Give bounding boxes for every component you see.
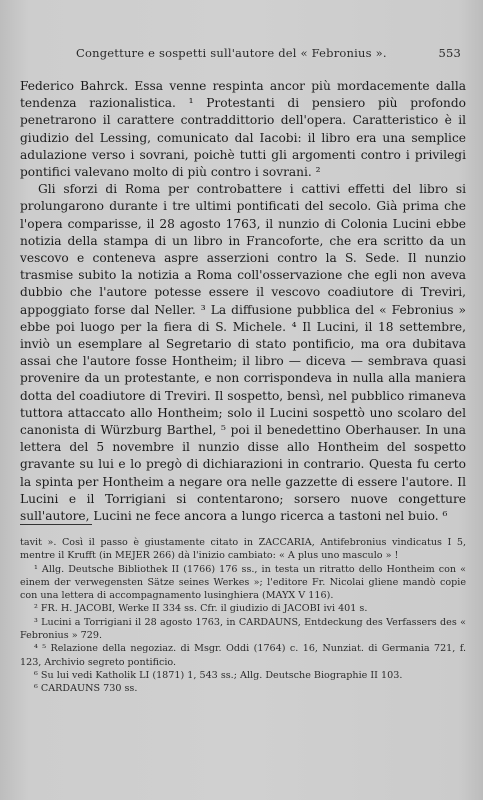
paragraph: Gli sforzi di Roma per controbattere i cattivi effetti del libro si prolungarono durante i tre ultimi pontificati del secolo. Già prima che l'opera comparisse, il 28 agosto 1763, il nunzio di Colonia Lucini ebbe notizia della stampa di un libro in Francoforte, che era scritto da un vescovo e conteneva aspre asserzioni contro la S. Sede. Il nunzio trasmise subito la notizia a Roma coll'osservazione che egli non aveva dubbio che l'autore potesse essere il vescovo coadiutore di Treviri, appoggiato forse dal Neller. ³ La diffusione pubblica del « Febronius » ebbe poi luogo per la fiera di S. Michele. ⁴ Il Lucini, il 18 settembre, inviò un esemplare al Segretario di stato pontificio, ma ora dubitava assai che l'autore fosse Hontheim; il libro — diceva — sembrava quasi provenire da un protestante, e non corrispondeva in nulla alla maniera dotta del coadiutore di Treviri. Il sospetto, bensì, nel pubblico rimaneva tuttora attaccato allo Hontheim; solo il Lucini sospettò uno scolaro del canonista di Würzburg Barthel, ⁵ poi il benedettino Oberhauser. In una lettera del 5 novembre il nunzio disse allo Hontheim del sospetto gravante su lui e lo pregò di dichiarazioni in contrario. Questa fu certo la spinta per Hontheim a negare ora nelle gazzette di essere l'autore. Il Lucini e il Torrigiani si contentarono; sorsero nuove congetture sull'autore, Lucini ne fece ancora a lungo ricerca a tastoni nel buio. ⁶	[20, 182, 466, 524]
footnote: ¹ Allg. Deutsche Bibliothek II (1766) 176 ss., in testa un ritratto dello Hontheim con « einem der verwegensten Sätze seines Werkes »; l'editore Fr. Nicolai gliene mandò copie con una lettera di accompagnamento lusinghiera (MAYX V 116).	[20, 563, 466, 602]
footnote: ⁴ ⁵ Relazione della negoziaz. di Msgr. Oddi (1764) c. 16, Nunziat. di Germania 721, f. 123, Archivio segreto pontificio.	[20, 643, 466, 668]
footnote-divider	[20, 524, 92, 525]
footnote: ⁶ Su lui vedi Katholik LI (1871) 1, 543 ss.; Allg. Deutsche Biographie II 103.	[34, 669, 403, 681]
page-number: 553	[438, 46, 461, 60]
footnote: ³ Lucini a Torrigiani il 28 agosto 1763, in CARDAUNS, Entdeckung des Verfassers des « Febronius » 729.	[20, 616, 466, 642]
footnotes	[20, 536, 466, 696]
paragraph: Federico Bahrck. Essa venne respinta ancor più mordacemente dalla tendenza razionalistica. ¹ Protestanti di pensiero più profondo penetrarono il carattere contraddittorio dell'opera. Caratteristico è il giudizio del Lessing, comunicato dal Iacobi: il libro era una semplice adulazione verso i sovrani, poichè tutti gli argomenti contro i privilegi pontifici valevano molto di più contro i sovrani. ²	[20, 79, 466, 180]
footnote: ² FR. H. JACOBI, Werke II 334 ss. Cfr. il giudizio di JACOBI ivi 401 s.	[34, 603, 368, 615]
footnote: tavit ». Così il passo è giustamente citato in ZACCARIA, Antifebronius vindicatus I 5, mentre il Krufft (in MEJER 266) dà l'inizio cambiato: « A plus uno masculo » !	[20, 537, 466, 562]
running-header	[56, 46, 461, 62]
main-text	[20, 78, 466, 525]
running-title: Congetture e sospetti sull'autore del « Febronius ».	[76, 46, 387, 60]
footnote: ⁶ CARDAUNS 730 ss.	[34, 683, 138, 695]
